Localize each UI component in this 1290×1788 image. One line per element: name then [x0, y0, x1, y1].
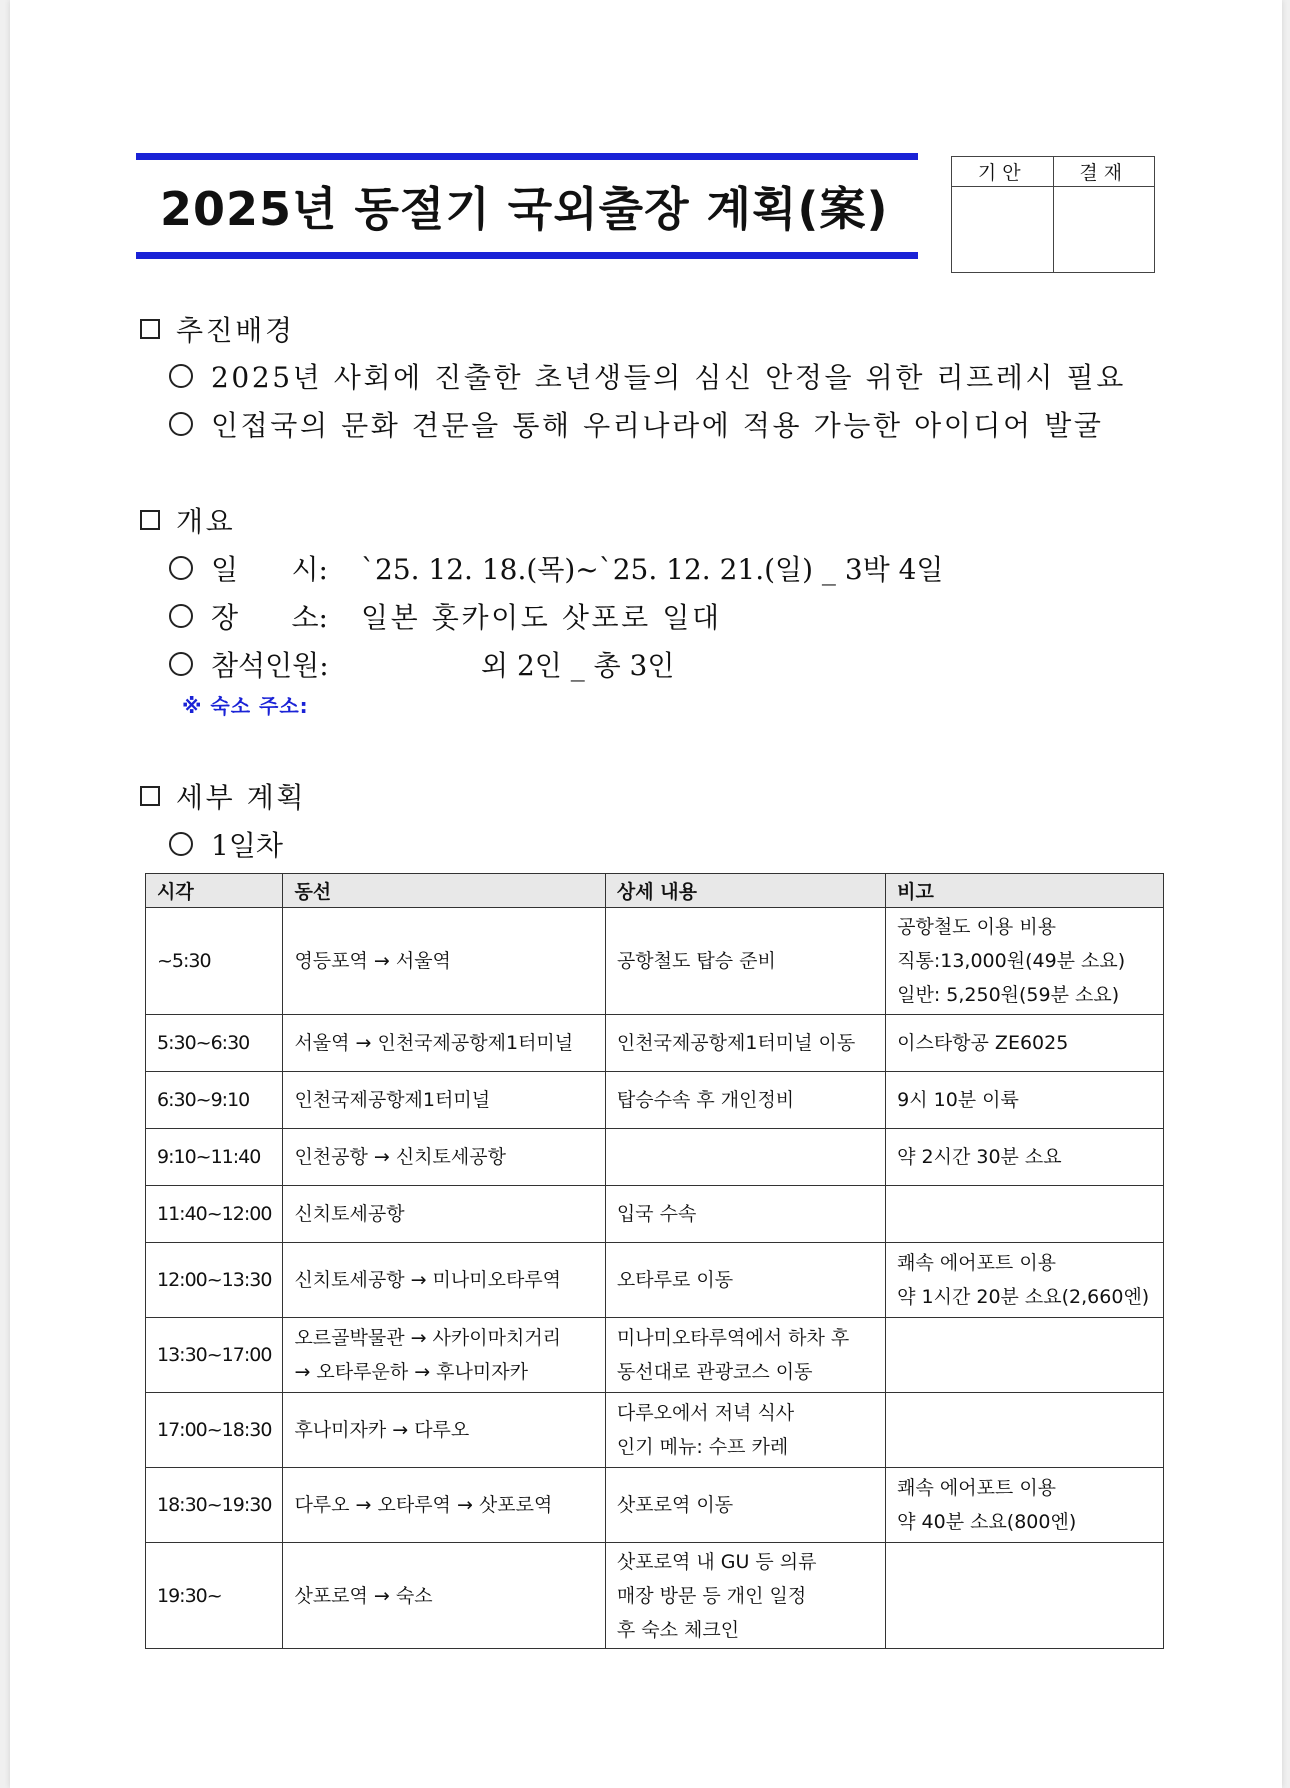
cell-time: 13:30~17:00	[146, 1318, 283, 1393]
cell-detail	[605, 1243, 885, 1318]
table-row	[146, 1243, 1164, 1318]
cell-note-line: 공항철도 이용 비용	[897, 916, 1057, 938]
cell-detail	[605, 1318, 885, 1393]
circle-bullet-icon	[169, 412, 193, 436]
table-row	[146, 1393, 1164, 1468]
cell-detail	[605, 1186, 885, 1243]
cell-detail	[605, 1072, 885, 1129]
section-background	[140, 309, 295, 349]
cell-route	[283, 1468, 605, 1543]
cell-note	[886, 1129, 1164, 1186]
circle-bullet-icon	[169, 364, 193, 388]
cell-detail-line: 탑승수속 후 개인정비	[616, 1089, 795, 1111]
cell-detail	[605, 1543, 885, 1649]
cell-detail-line: 미나미오타루역에서 하차 후	[616, 1327, 850, 1349]
title-banner	[136, 153, 918, 259]
cell-detail-line: 다루오에서 저녁 식사	[616, 1402, 795, 1424]
cell-route	[283, 1318, 605, 1393]
cell-time: 9:10~11:40	[146, 1129, 283, 1186]
cell-note-line: 이스타항공 ZE6025	[897, 1032, 1069, 1054]
cell-detail-line: 공항철도 탑승 준비	[616, 950, 776, 972]
cell-time: ~5:30	[146, 908, 283, 1015]
cell-time: 19:30~	[146, 1543, 283, 1649]
table-row	[146, 1129, 1164, 1186]
table-row	[146, 1318, 1164, 1393]
cell-time: 17:00~18:30	[146, 1393, 283, 1468]
cell-route	[283, 1243, 605, 1318]
cell-note-line: 일반: 5,250원(59분 소요)	[897, 984, 1120, 1006]
day-label-text: 1일차	[211, 829, 283, 862]
cell-detail-line: 입국 수속	[616, 1203, 697, 1225]
approval-draft-box[interactable]	[952, 187, 1054, 273]
cell-route-line: 영등포역 → 서울역	[294, 950, 451, 972]
cell-note	[886, 1015, 1164, 1072]
date-value: `25. 12. 18.(목)~`25. 12. 21.(일) _ 3박 4일	[361, 553, 944, 586]
background-item	[169, 356, 1126, 396]
cell-note	[886, 1186, 1164, 1243]
circle-bullet-icon	[169, 832, 193, 856]
approval-header-draft: 기안	[952, 157, 1054, 187]
cell-route	[283, 1186, 605, 1243]
approval-stamp-table	[951, 156, 1155, 273]
cell-time: 11:40~12:00	[146, 1186, 283, 1243]
header-route: 동선	[283, 874, 605, 908]
cell-detail-line: 삿포로역 내 GU 등 의류	[616, 1550, 817, 1573]
accommodation-note: ※ 숙소 주소:	[182, 694, 309, 718]
section-overview	[140, 500, 235, 540]
cell-note-line: 약 2시간 30분 소요	[897, 1146, 1062, 1168]
cell-detail	[605, 1129, 885, 1186]
people-value: 외 2인 _ 총 3인	[481, 649, 675, 682]
cell-note	[886, 1072, 1164, 1129]
background-item	[169, 404, 1104, 444]
cell-note-line: 쾌속 에어포트 이용	[897, 1252, 1057, 1274]
cell-detail	[605, 1015, 885, 1072]
cell-time: 5:30~6:30	[146, 1015, 283, 1072]
cell-route-line: 신치토세공항 → 미나미오타루역	[294, 1269, 562, 1291]
document-page	[10, 0, 1282, 1788]
cell-note-line: 9시 10분 이륙	[897, 1089, 1019, 1111]
page-title: 2025년 동절기 국외출장 계획(案)	[160, 182, 889, 236]
background-item-text: 인접국의 문화 견문을 통해 우리나라에 적용 가능한 아이디어 발굴	[211, 409, 1104, 442]
cell-route-line: 인천국제공항제1터미널	[294, 1089, 491, 1111]
cell-route	[283, 908, 605, 1015]
overview-people	[169, 644, 674, 684]
cell-route-line: → 오타루운하 → 후나미자카	[294, 1361, 528, 1383]
circle-bullet-icon	[169, 652, 193, 676]
cell-detail	[605, 908, 885, 1015]
circle-bullet-icon	[169, 556, 193, 580]
header-note: 비고	[886, 874, 1164, 908]
day-label	[169, 824, 283, 864]
cell-route	[283, 1072, 605, 1129]
cell-note	[886, 1393, 1164, 1468]
cell-note-line: 약 1시간 20분 소요(2,660엔)	[897, 1286, 1150, 1308]
cell-route-line: 신치토세공항	[294, 1203, 405, 1225]
cell-note	[886, 908, 1164, 1015]
cell-detail-line: 삿포로역 이동	[616, 1494, 734, 1516]
square-bullet-icon	[140, 786, 160, 806]
cell-time: 12:00~13:30	[146, 1243, 283, 1318]
overview-date	[169, 548, 943, 588]
cell-note-line: 약 40분 소요(800엔)	[897, 1511, 1077, 1533]
table-row	[146, 1015, 1164, 1072]
cell-time: 6:30~9:10	[146, 1072, 283, 1129]
table-header-row	[146, 874, 1164, 908]
table-row	[146, 1072, 1164, 1129]
cell-note-line: 쾌속 에어포트 이용	[897, 1477, 1057, 1499]
table-row	[146, 1543, 1164, 1649]
cell-route-line: 후나미자카 → 다루오	[294, 1419, 470, 1441]
cell-note	[886, 1318, 1164, 1393]
cell-note	[886, 1468, 1164, 1543]
cell-detail-line: 인천국제공항제1터미널 이동	[616, 1032, 856, 1054]
cell-detail-line: 인기 메뉴: 수프 카레	[616, 1436, 789, 1458]
schedule-body	[146, 908, 1164, 1649]
table-row	[146, 1468, 1164, 1543]
cell-route-line: 삿포로역 → 숙소	[294, 1584, 433, 1607]
approval-header-approve: 결재	[1053, 157, 1155, 187]
place-value: 일본 홋카이도 삿포로 일대	[361, 601, 722, 634]
section-detail	[140, 776, 306, 816]
cell-detail-line: 매장 방문 등 개인 일정	[616, 1584, 807, 1607]
cell-route	[283, 1393, 605, 1468]
approval-approve-box[interactable]	[1053, 187, 1155, 273]
cell-route-line: 인천공항 → 신치토세공항	[294, 1146, 506, 1168]
square-bullet-icon	[140, 510, 160, 530]
section-heading: 추진배경	[176, 314, 295, 347]
section-heading: 세부 계획	[176, 781, 307, 814]
cell-route	[283, 1543, 605, 1649]
cell-note-line: 직통:13,000원(49분 소요)	[897, 950, 1126, 972]
section-heading: 개요	[176, 505, 236, 538]
people-label: 참석인원:	[211, 649, 329, 682]
cell-note	[886, 1243, 1164, 1318]
cell-time: 18:30~19:30	[146, 1468, 283, 1543]
cell-route-line: 오르골박물관 → 사카이마치거리	[294, 1327, 562, 1349]
date-label: 일 시:	[211, 553, 328, 586]
table-row	[146, 908, 1164, 1015]
cell-note	[886, 1543, 1164, 1649]
cell-detail-line: 오타루로 이동	[616, 1269, 734, 1291]
circle-bullet-icon	[169, 604, 193, 628]
cell-detail-line: 동선대로 관광코스 이동	[616, 1361, 813, 1383]
cell-detail	[605, 1393, 885, 1468]
background-item-text: 2025년 사회에 진출한 초년생들의 심신 안정을 위한 리프레시 필요	[211, 361, 1126, 394]
cell-route	[283, 1129, 605, 1186]
cell-detail	[605, 1468, 885, 1543]
schedule-table	[145, 873, 1164, 1649]
table-row	[146, 1186, 1164, 1243]
cell-detail-line: 후 숙소 체크인	[616, 1618, 740, 1641]
cell-route-line: 다루오 → 오타루역 → 삿포로역	[294, 1494, 553, 1516]
square-bullet-icon	[140, 319, 160, 339]
place-label: 장 소:	[211, 601, 328, 634]
cell-route	[283, 1015, 605, 1072]
header-time: 시각	[146, 874, 283, 908]
overview-place	[169, 596, 722, 636]
cell-route-line: 서울역 → 인천국제공항제1터미널	[294, 1032, 574, 1054]
header-detail: 상세 내용	[605, 874, 885, 908]
